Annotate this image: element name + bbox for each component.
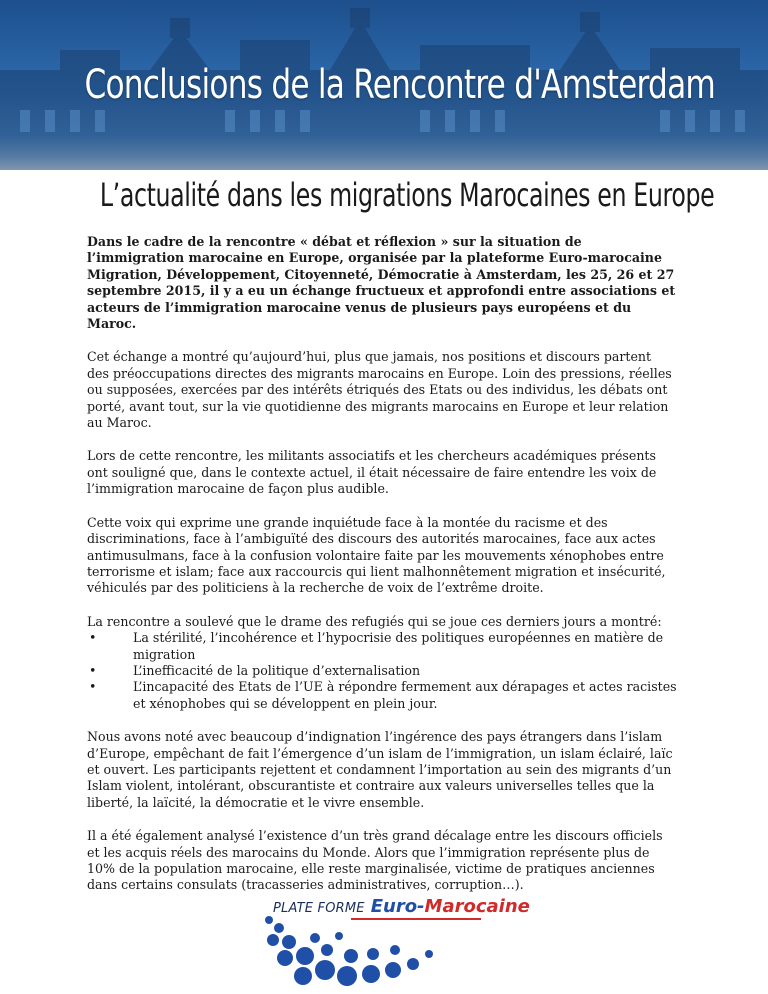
paragraph: Cet échange a montré qu’aujourd’hui, plus que jamais, nos positions et discours partent des préoccupations directes des migrants marocains en Europe. Loin des pressions, réelles ou supposées, exercées par des intérêts étriqués des Etats ou des individus, les débats ont porté, avant tout, sur la vie quotidienne des migrants marocains en Europe et leur relation au Maroc.	[87, 349, 672, 431]
paragraph: Lors de cette rencontre, les militants associatifs et les chercheurs académiques présents ont souligné que, dans le contexte actuel, il était nécessaire de faire entendre les voix de l’immigration marocaine de façon plus audible.	[87, 448, 657, 497]
logo-euro: Euro-	[370, 896, 425, 917]
paragraph: Nous avons noté avec beaucoup d’indignation l’ingérence des pays étrangers dans l’islam d’Europe, empêchant de fait l’émergence d’un islam de l’immigration, un islam éclairé, laïc et ouvert. Les participants rejettent et condamnent l’importation au sein des migrants d’un Islam violent, intolérant, obscurantiste et contraire aux valeurs universelles telles que la liberté, la laïcité, la démocratie et le vivre ensemble.	[87, 729, 673, 810]
header-banner	[0, 0, 768, 170]
paragraph: Il a été également analysé l’existence d’un très grand décalage entre les discours officiels et les acquis réels des marocains du Monde. Alors que l’immigration représente plus de 10% de la population marocaine, elle reste marginalisée, victime de pratiques anciennes dans certains consulats (tracasseries administratives, corruption…).	[87, 828, 663, 893]
logo-plate-forme: PLATE FORME	[273, 901, 365, 916]
logo-underline	[351, 918, 481, 920]
page-subtitle: L’actualité dans les migrations Marocaines en Europe	[99, 176, 715, 214]
bullet-marker: •	[89, 679, 97, 695]
bullet-list	[87, 630, 677, 712]
paragraph: Cette voix qui exprime une grande inquiétude face à la montée du racisme et des discriminations, face à l’ambiguïté des discours des autorités marocaines, face aux actes antimusulmans, face à la confusion volontaire faite par les mouvements xénophobes entre terrorisme et islam; face aux raccourcis qui lient malhonnêtement migration et insécurité, véhiculés par des politiciens à la recherche de voix de l’extrême droite.	[87, 514, 666, 596]
list-item	[87, 679, 677, 712]
bullet-marker: •	[89, 662, 97, 678]
list-item-text: L’inefficacité de la politique d’externalisation	[133, 662, 421, 678]
platform-logo	[255, 890, 530, 990]
list-lead: La rencontre a soulevé que le drame des refugiés qui se joue ces derniers jours a montré:	[87, 613, 662, 629]
list-item	[87, 630, 677, 663]
intro-paragraph: Dans le cadre de la rencontre « débat et réflexion » sur la situation de l’immigration marocaine en Europe, organisée par la plateforme Euro-marocaine Migration, Développement, Citoyenneté, Démocratie à Amsterdam, les 25, 26 et 27 septembre 2015, il y a eu un échange fructueux et approfondi entre associations et acteurs de l’immigration marocaine venus de plusieurs pays européens et du Maroc.	[87, 234, 676, 332]
list-item-text: L’incapacité des Etats de l’UE à répondre fermement aux dérapages et actes racistes et xénophobes qui se développent en plein jour.	[133, 679, 677, 711]
logo-marocaine: Marocaine	[424, 896, 530, 917]
article-body	[87, 234, 677, 911]
list-item-text: La stérilité, l’incohérence et l’hypocrisie des politiques européennes en matière de migration	[133, 630, 664, 662]
logo-text	[273, 896, 530, 917]
banner-title: Conclusions de la Rencontre d'Amsterdam	[84, 62, 716, 108]
bullet-marker: •	[89, 630, 97, 646]
list-item	[87, 663, 677, 679]
